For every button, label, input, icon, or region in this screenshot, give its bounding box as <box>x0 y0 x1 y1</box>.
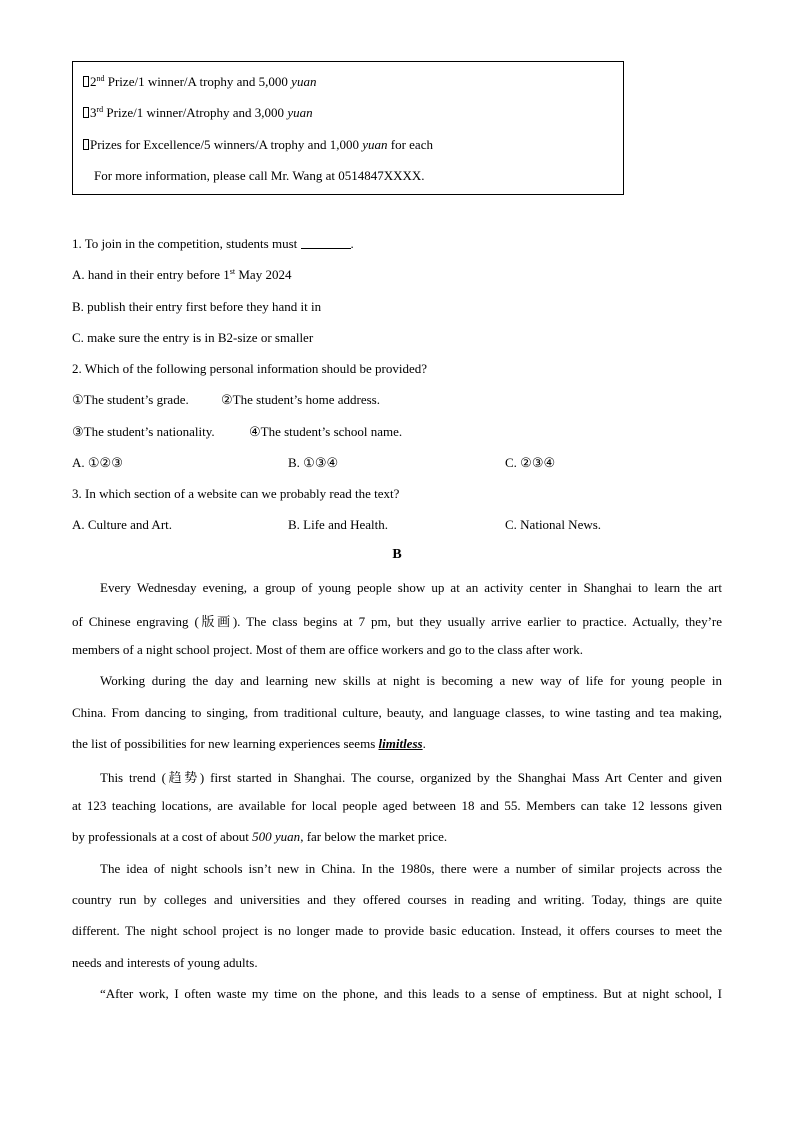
paragraph-5-line-1: “After work, I often waste my time on the phone, and this leads to a sense of emptiness. But at night school, I <box>100 986 722 1001</box>
paragraph-3-line-1: This trend (趋势) first started in Shanghai. The course, organized by the Shanghai Mass Art Center and given <box>100 770 722 785</box>
paragraph-1-line-2: of Chinese engraving (版画). The class begins at 7 pm, but they usually arrive earlier to practice. Actually, they’re <box>72 614 722 629</box>
question-2-option-c: C. ②③④ <box>505 455 556 470</box>
paragraph-4-line-4: needs and interests of young adults. <box>72 955 258 970</box>
question-3-option-c: C. National News. <box>505 517 602 532</box>
bullet-box-icon <box>83 139 89 150</box>
question-1-option-b: B. publish their entry first before they hand it in <box>72 299 322 314</box>
prize-info-box <box>72 61 624 195</box>
question-3-option-a: A. Culture and Art. <box>72 517 173 532</box>
question-1-stem: 1. To join in the competition, students must . <box>72 236 354 251</box>
question-2-item-3: ③The student’s nationality. <box>72 424 215 439</box>
question-2-item-2: ②The student’s home address. <box>221 392 380 407</box>
bullet-box-icon <box>83 107 89 118</box>
paragraph-1-line-1: Every Wednesday evening, a group of young people show up at an activity center in Shanghai to learn the art <box>100 580 722 595</box>
paragraph-4-line-1: The idea of night schools isn’t new in China. In the 1980s, there were a number of similar projects across the <box>100 861 722 876</box>
paragraph-2-line-2: China. From dancing to singing, from traditional culture, beauty, and language classes, to wine tasting and tea making, <box>72 705 722 720</box>
paragraph-3-line-3: by professionals at a cost of about 500 yuan, far below the market price. <box>72 829 448 844</box>
question-2-item-4: ④The student’s school name. <box>249 424 403 439</box>
excellence-prize-line: Prizes for Excellence/5 winners/A trophy and 1,000 yuan for each <box>83 137 433 153</box>
paragraph-2-line-1: Working during the day and learning new skills at night is becoming a new way of life for young people in <box>100 673 722 688</box>
paragraph-4-line-3: different. The night school project is no longer made to provide basic education. Instead, it offers courses to meet the <box>72 923 722 938</box>
question-1-option-c: C. make sure the entry is in B2-size or smaller <box>72 330 314 345</box>
question-3-stem: 3. In which section of a website can we probably read the text? <box>72 486 400 501</box>
paragraph-2-line-3: the list of possibilities for new learning experiences seems limitless. <box>72 736 426 751</box>
question-2-option-a: A. ①②③ <box>72 455 123 470</box>
contact-line: For more information, please call Mr. Wang at 0514847XXXX. <box>94 168 425 183</box>
question-3-option-b: B. Life and Health. <box>288 517 388 532</box>
answer-blank <box>301 237 351 249</box>
paragraph-4-line-2: country run by colleges and universities and they offered courses in reading and writing. Today, things are quite <box>72 892 722 907</box>
paragraph-1-line-3: members of a night school project. Most of them are office workers and go to the class after work. <box>72 642 583 657</box>
question-2-item-1: ①The student’s grade. <box>72 392 189 407</box>
section-b-title: B <box>392 547 402 562</box>
second-prize-line: 2nd Prize/1 winner/A trophy and 5,000 yuan <box>83 74 316 90</box>
question-1-option-a: A. hand in their entry before 1st May 2024 <box>72 267 292 282</box>
keyword-limitless: limitless <box>378 736 423 751</box>
third-prize-line: 3rd Prize/1 winner/Atrophy and 3,000 yuan <box>83 105 313 121</box>
question-2-stem: 2. Which of the following personal information should be provided? <box>72 361 428 376</box>
bullet-box-icon <box>83 76 89 87</box>
question-2-option-b: B. ①③④ <box>288 455 339 470</box>
paragraph-3-line-2: at 123 teaching locations, are available for local people aged between 18 and 55. Members can take 12 lessons given <box>72 798 722 813</box>
